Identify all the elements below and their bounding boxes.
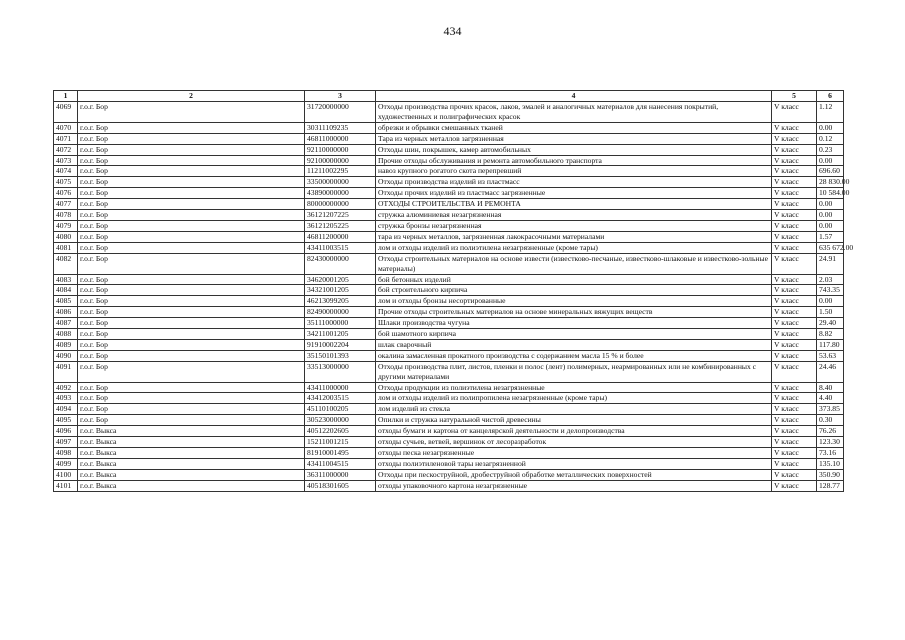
waste-code-cell: 82490000000 — [305, 307, 376, 318]
waste-name-cell: Отходы производства изделий из пластмасс — [376, 177, 772, 188]
municipality-cell: г.о.г. Выкса — [78, 480, 305, 491]
column-header: 5 — [772, 91, 817, 102]
waste-name-cell: отходы сучьев, ветвей, вершинок от лесоразработок — [376, 437, 772, 448]
hazard-class-cell: V класс — [772, 448, 817, 459]
waste-name-cell: навоз крупного рогатого скота перепревший — [376, 166, 772, 177]
table-row — [54, 339, 844, 350]
row-number-cell: 4092 — [54, 382, 78, 393]
waste-amount-cell: 29.40 — [817, 318, 844, 329]
table-row — [54, 382, 844, 393]
waste-amount-cell: 10 584.00 — [817, 188, 844, 199]
waste-amount-cell: 8.82 — [817, 329, 844, 340]
table-row — [54, 307, 844, 318]
waste-code-cell: 46811200000 — [305, 231, 376, 242]
waste-code-cell: 11211002295 — [305, 166, 376, 177]
table-row — [54, 210, 844, 221]
waste-amount-cell: 8.40 — [817, 382, 844, 393]
hazard-class-cell: V класс — [772, 102, 817, 123]
waste-code-cell: 33500000000 — [305, 177, 376, 188]
municipality-cell: г.о.г. Выкса — [78, 426, 305, 437]
column-header: 3 — [305, 91, 376, 102]
row-number-cell: 4077 — [54, 199, 78, 210]
hazard-class-cell: V класс — [772, 480, 817, 491]
waste-amount-cell: 635 672.00 — [817, 242, 844, 253]
waste-amount-cell: 1.50 — [817, 307, 844, 318]
waste-amount-cell: 0.00 — [817, 210, 844, 221]
row-number-cell: 4097 — [54, 437, 78, 448]
waste-registry-table — [53, 90, 854, 492]
waste-name-cell: Отходы при пескоструйной, дробеструйной обработке металлических поверхностей — [376, 469, 772, 480]
waste-amount-cell: 696.60 — [817, 166, 844, 177]
waste-code-cell: 35150101393 — [305, 350, 376, 361]
waste-name-cell: лом и отходы изделий из полипропилена незагрязненные (кроме тары) — [376, 393, 772, 404]
waste-name-cell: Отходы производства плит, листов, пленки и полос (лент) полимерных, неармированных или не комбинированных с другими материалами — [376, 361, 772, 382]
waste-amount-cell: 0.12 — [817, 133, 844, 144]
municipality-cell: г.о.г. Бор — [78, 242, 305, 253]
municipality-cell: г.о.г. Бор — [78, 122, 305, 133]
waste-code-cell: 34321001205 — [305, 285, 376, 296]
row-number-cell: 4085 — [54, 296, 78, 307]
municipality-cell: г.о.г. Бор — [78, 231, 305, 242]
row-number-cell: 4076 — [54, 188, 78, 199]
waste-code-cell: 40518301605 — [305, 480, 376, 491]
row-number-cell: 4091 — [54, 361, 78, 382]
waste-name-cell: отходы упаковочного картона незагрязненные — [376, 480, 772, 491]
row-number-cell: 4080 — [54, 231, 78, 242]
hazard-class-cell: V класс — [772, 307, 817, 318]
waste-name-cell: Тара из черных металлов загрязненная — [376, 133, 772, 144]
table-row — [54, 285, 844, 296]
municipality-cell: г.о.г. Бор — [78, 220, 305, 231]
table-header-row — [54, 91, 844, 102]
waste-name-cell: отходы бумаги и картона от канцелярской деятельности и делопроизводства — [376, 426, 772, 437]
waste-name-cell: отходы полиэтиленовой тары незагрязненной — [376, 458, 772, 469]
hazard-class-cell: V класс — [772, 458, 817, 469]
hazard-class-cell: V класс — [772, 133, 817, 144]
waste-name-cell: Отходы производства прочих красок, лаков, эмалей и аналогичных материалов для нанесения покрытий, художественных и полиграфических красок — [376, 102, 772, 123]
waste-amount-cell: 350.90 — [817, 469, 844, 480]
table-row — [54, 296, 844, 307]
row-number-cell: 4081 — [54, 242, 78, 253]
row-number-cell: 4096 — [54, 426, 78, 437]
municipality-cell: г.о.г. Бор — [78, 188, 305, 199]
waste-amount-cell: 24.91 — [817, 253, 844, 274]
waste-amount-cell: 4.40 — [817, 393, 844, 404]
hazard-class-cell: V класс — [772, 437, 817, 448]
hazard-class-cell: V класс — [772, 296, 817, 307]
municipality-cell: г.о.г. Бор — [78, 361, 305, 382]
waste-code-cell: 34620001205 — [305, 274, 376, 285]
waste-name-cell: обрезки и обрывки смешанных тканей — [376, 122, 772, 133]
hazard-class-cell: V класс — [772, 361, 817, 382]
waste-name-cell: бой бетонных изделий — [376, 274, 772, 285]
row-number-cell: 4072 — [54, 144, 78, 155]
waste-code-cell: 36311000000 — [305, 469, 376, 480]
waste-amount-cell: 0.00 — [817, 122, 844, 133]
row-number-cell: 4087 — [54, 318, 78, 329]
hazard-class-cell: V класс — [772, 177, 817, 188]
table-row — [54, 253, 844, 274]
table-row — [54, 166, 844, 177]
hazard-class-cell: V класс — [772, 188, 817, 199]
table-row — [54, 144, 844, 155]
waste-code-cell: 43412003515 — [305, 393, 376, 404]
table-row — [54, 426, 844, 437]
waste-amount-cell: 0.00 — [817, 220, 844, 231]
waste-name-cell: Отходы прочих изделий из пластмасс загрязненные — [376, 188, 772, 199]
table-row — [54, 469, 844, 480]
table-row — [54, 274, 844, 285]
waste-amount-cell: 2.03 — [817, 274, 844, 285]
waste-name-cell: Прочие отходы обслуживания и ремонта автомобильного транспорта — [376, 155, 772, 166]
hazard-class-cell: V класс — [772, 393, 817, 404]
waste-code-cell: 36121207225 — [305, 210, 376, 221]
hazard-class-cell: V класс — [772, 318, 817, 329]
waste-amount-cell: 128.77 — [817, 480, 844, 491]
hazard-class-cell: V класс — [772, 350, 817, 361]
table-row — [54, 329, 844, 340]
waste-amount-cell: 123.30 — [817, 437, 844, 448]
row-number-cell: 4101 — [54, 480, 78, 491]
waste-name-cell: шлак сварочный — [376, 339, 772, 350]
hazard-class-cell: V класс — [772, 210, 817, 221]
waste-name-cell: окалина замасленная прокатного производства с содержанием масла 15 % и более — [376, 350, 772, 361]
waste-name-cell: Шлаки производства чугуна — [376, 318, 772, 329]
row-number-cell: 4088 — [54, 329, 78, 340]
column-header: 4 — [376, 91, 772, 102]
hazard-class-cell: V класс — [772, 166, 817, 177]
waste-amount-cell: 0.30 — [817, 415, 844, 426]
municipality-cell: г.о.г. Бор — [78, 307, 305, 318]
waste-name-cell: тара из черных металлов, загрязненная лакокрасочными материалами — [376, 231, 772, 242]
waste-amount-cell: 53.63 — [817, 350, 844, 361]
waste-code-cell: 15211001215 — [305, 437, 376, 448]
waste-code-cell: 92100000000 — [305, 155, 376, 166]
hazard-class-cell: V класс — [772, 122, 817, 133]
waste-amount-cell: 135.10 — [817, 458, 844, 469]
waste-code-cell: 82430000000 — [305, 253, 376, 274]
row-number-cell: 4095 — [54, 415, 78, 426]
waste-code-cell: 34211001205 — [305, 329, 376, 340]
hazard-class-cell: V класс — [772, 253, 817, 274]
waste-name-cell: лом и отходы изделий из полиэтилена незагрязненные (кроме тары) — [376, 242, 772, 253]
table-row — [54, 448, 844, 459]
waste-code-cell: 43411003515 — [305, 242, 376, 253]
municipality-cell: г.о.г. Бор — [78, 285, 305, 296]
municipality-cell: г.о.г. Бор — [78, 155, 305, 166]
waste-amount-cell: 743.35 — [817, 285, 844, 296]
municipality-cell: г.о.г. Бор — [78, 144, 305, 155]
municipality-cell: г.о.г. Бор — [78, 329, 305, 340]
municipality-cell: г.о.г. Бор — [78, 393, 305, 404]
waste-name-cell: бой шамотного кирпича — [376, 329, 772, 340]
waste-code-cell: 43411000000 — [305, 382, 376, 393]
row-number-cell: 4099 — [54, 458, 78, 469]
waste-amount-cell: 76.26 — [817, 426, 844, 437]
hazard-class-cell: V класс — [772, 155, 817, 166]
municipality-cell: г.о.г. Бор — [78, 404, 305, 415]
waste-code-cell: 36121205225 — [305, 220, 376, 231]
municipality-cell: г.о.г. Бор — [78, 339, 305, 350]
row-number-cell: 4069 — [54, 102, 78, 123]
waste-amount-cell: 0.00 — [817, 296, 844, 307]
row-number-cell: 4082 — [54, 253, 78, 274]
table-row — [54, 318, 844, 329]
municipality-cell: г.о.г. Бор — [78, 382, 305, 393]
table-row — [54, 361, 844, 382]
municipality-cell: г.о.г. Бор — [78, 166, 305, 177]
municipality-cell: г.о.г. Бор — [78, 350, 305, 361]
table-row — [54, 188, 844, 199]
waste-amount-cell: 117.80 — [817, 339, 844, 350]
row-number-cell: 4079 — [54, 220, 78, 231]
row-number-cell: 4086 — [54, 307, 78, 318]
waste-amount-cell: 73.16 — [817, 448, 844, 459]
municipality-cell: г.о.г. Выкса — [78, 469, 305, 480]
row-number-cell: 4073 — [54, 155, 78, 166]
row-number-cell: 4078 — [54, 210, 78, 221]
municipality-cell: г.о.г. Бор — [78, 177, 305, 188]
waste-code-cell: 35111000000 — [305, 318, 376, 329]
waste-code-cell: 30523000000 — [305, 415, 376, 426]
hazard-class-cell: V класс — [772, 231, 817, 242]
hazard-class-cell: V класс — [772, 339, 817, 350]
waste-name-cell: стружка алюминиевая незагрязненная — [376, 210, 772, 221]
waste-code-cell: 46213099205 — [305, 296, 376, 307]
municipality-cell: г.о.г. Бор — [78, 296, 305, 307]
column-header: 2 — [78, 91, 305, 102]
table-row — [54, 350, 844, 361]
waste-name-cell: лом изделий из стекла — [376, 404, 772, 415]
waste-code-cell: 45110100205 — [305, 404, 376, 415]
hazard-class-cell: V класс — [772, 329, 817, 340]
municipality-cell: г.о.г. Бор — [78, 415, 305, 426]
waste-amount-cell: 24.46 — [817, 361, 844, 382]
municipality-cell: г.о.г. Выкса — [78, 437, 305, 448]
waste-name-cell: Отходы строительных материалов на основе извести (известково-песчаные, известково-шлаковые и известково-зольные материалы) — [376, 253, 772, 274]
municipality-cell: г.о.г. Бор — [78, 253, 305, 274]
waste-name-cell: Прочие отходы строительных материалов на основе минеральных вяжущих веществ — [376, 307, 772, 318]
row-number-cell: 4093 — [54, 393, 78, 404]
row-number-cell: 4075 — [54, 177, 78, 188]
table-row — [54, 133, 844, 144]
municipality-cell: г.о.г. Бор — [78, 133, 305, 144]
waste-code-cell: 80000000000 — [305, 199, 376, 210]
row-number-cell: 4100 — [54, 469, 78, 480]
row-number-cell: 4083 — [54, 274, 78, 285]
table-row — [54, 220, 844, 231]
waste-amount-cell: 1.57 — [817, 231, 844, 242]
hazard-class-cell: V класс — [772, 382, 817, 393]
row-number-cell: 4094 — [54, 404, 78, 415]
row-number-cell: 4084 — [54, 285, 78, 296]
waste-name-cell: лом и отходы бронзы несортированные — [376, 296, 772, 307]
column-header: 1 — [54, 91, 78, 102]
table-row — [54, 480, 844, 491]
waste-amount-cell: 28 830.00 — [817, 177, 844, 188]
hazard-class-cell: V класс — [772, 426, 817, 437]
table-row — [54, 199, 844, 210]
page-number: 434 — [443, 24, 462, 38]
waste-code-cell: 91910002204 — [305, 339, 376, 350]
municipality-cell: г.о.г. Выкса — [78, 448, 305, 459]
municipality-cell: г.о.г. Бор — [78, 210, 305, 221]
row-number-cell: 4090 — [54, 350, 78, 361]
waste-code-cell: 40512202605 — [305, 426, 376, 437]
waste-code-cell: 43411004515 — [305, 458, 376, 469]
waste-amount-cell: 0.00 — [817, 155, 844, 166]
table-row — [54, 177, 844, 188]
hazard-class-cell: V класс — [772, 220, 817, 231]
table-body — [54, 102, 854, 492]
waste-name-cell: ОТХОДЫ СТРОИТЕЛЬСТВА И РЕМОНТА — [376, 199, 772, 210]
hazard-class-cell: V класс — [772, 144, 817, 155]
waste-amount-cell: 0.00 — [817, 199, 844, 210]
column-header: 6 — [817, 91, 844, 102]
waste-code-cell: 92110000000 — [305, 144, 376, 155]
waste-name-cell: стружка бронзы незагрязненная — [376, 220, 772, 231]
municipality-cell: г.о.г. Бор — [78, 102, 305, 123]
municipality-cell: г.о.г. Бор — [78, 199, 305, 210]
hazard-class-cell: V класс — [772, 415, 817, 426]
waste-name-cell: отходы песка незагрязненные — [376, 448, 772, 459]
hazard-class-cell: V класс — [772, 404, 817, 415]
waste-amount-cell: 0.23 — [817, 144, 844, 155]
hazard-class-cell: V класс — [772, 274, 817, 285]
waste-code-cell: 46811000000 — [305, 133, 376, 144]
table-row — [54, 231, 844, 242]
table-row — [54, 102, 844, 123]
waste-name-cell: Опилки и стружка натуральной чистой древесины — [376, 415, 772, 426]
row-number-cell: 4098 — [54, 448, 78, 459]
table-row — [54, 437, 844, 448]
table-row — [54, 393, 844, 404]
table-row — [54, 404, 844, 415]
row-number-cell: 4070 — [54, 122, 78, 133]
table-row — [54, 155, 844, 166]
hazard-class-cell: V класс — [772, 469, 817, 480]
waste-code-cell: 31720000000 — [305, 102, 376, 123]
row-number-cell: 4089 — [54, 339, 78, 350]
waste-name-cell: Отходы шин, покрышек, камер автомобильных — [376, 144, 772, 155]
table-row — [54, 242, 844, 253]
municipality-cell: г.о.г. Выкса — [78, 458, 305, 469]
table-row — [54, 458, 844, 469]
hazard-class-cell: V класс — [772, 242, 817, 253]
row-number-cell: 4074 — [54, 166, 78, 177]
hazard-class-cell: V класс — [772, 285, 817, 296]
waste-amount-cell: 373.85 — [817, 404, 844, 415]
municipality-cell: г.о.г. Бор — [78, 274, 305, 285]
waste-name-cell: Отходы продукции из полиэтилена незагрязненные — [376, 382, 772, 393]
table-row — [54, 122, 844, 133]
municipality-cell: г.о.г. Бор — [78, 318, 305, 329]
table-row — [54, 415, 844, 426]
waste-code-cell: 43890000000 — [305, 188, 376, 199]
waste-code-cell: 81910001495 — [305, 448, 376, 459]
waste-amount-cell: 1.12 — [817, 102, 844, 123]
hazard-class-cell: V класс — [772, 199, 817, 210]
waste-name-cell: бой строительного кирпича — [376, 285, 772, 296]
waste-code-cell: 30311109235 — [305, 122, 376, 133]
row-number-cell: 4071 — [54, 133, 78, 144]
waste-code-cell: 33513000000 — [305, 361, 376, 382]
